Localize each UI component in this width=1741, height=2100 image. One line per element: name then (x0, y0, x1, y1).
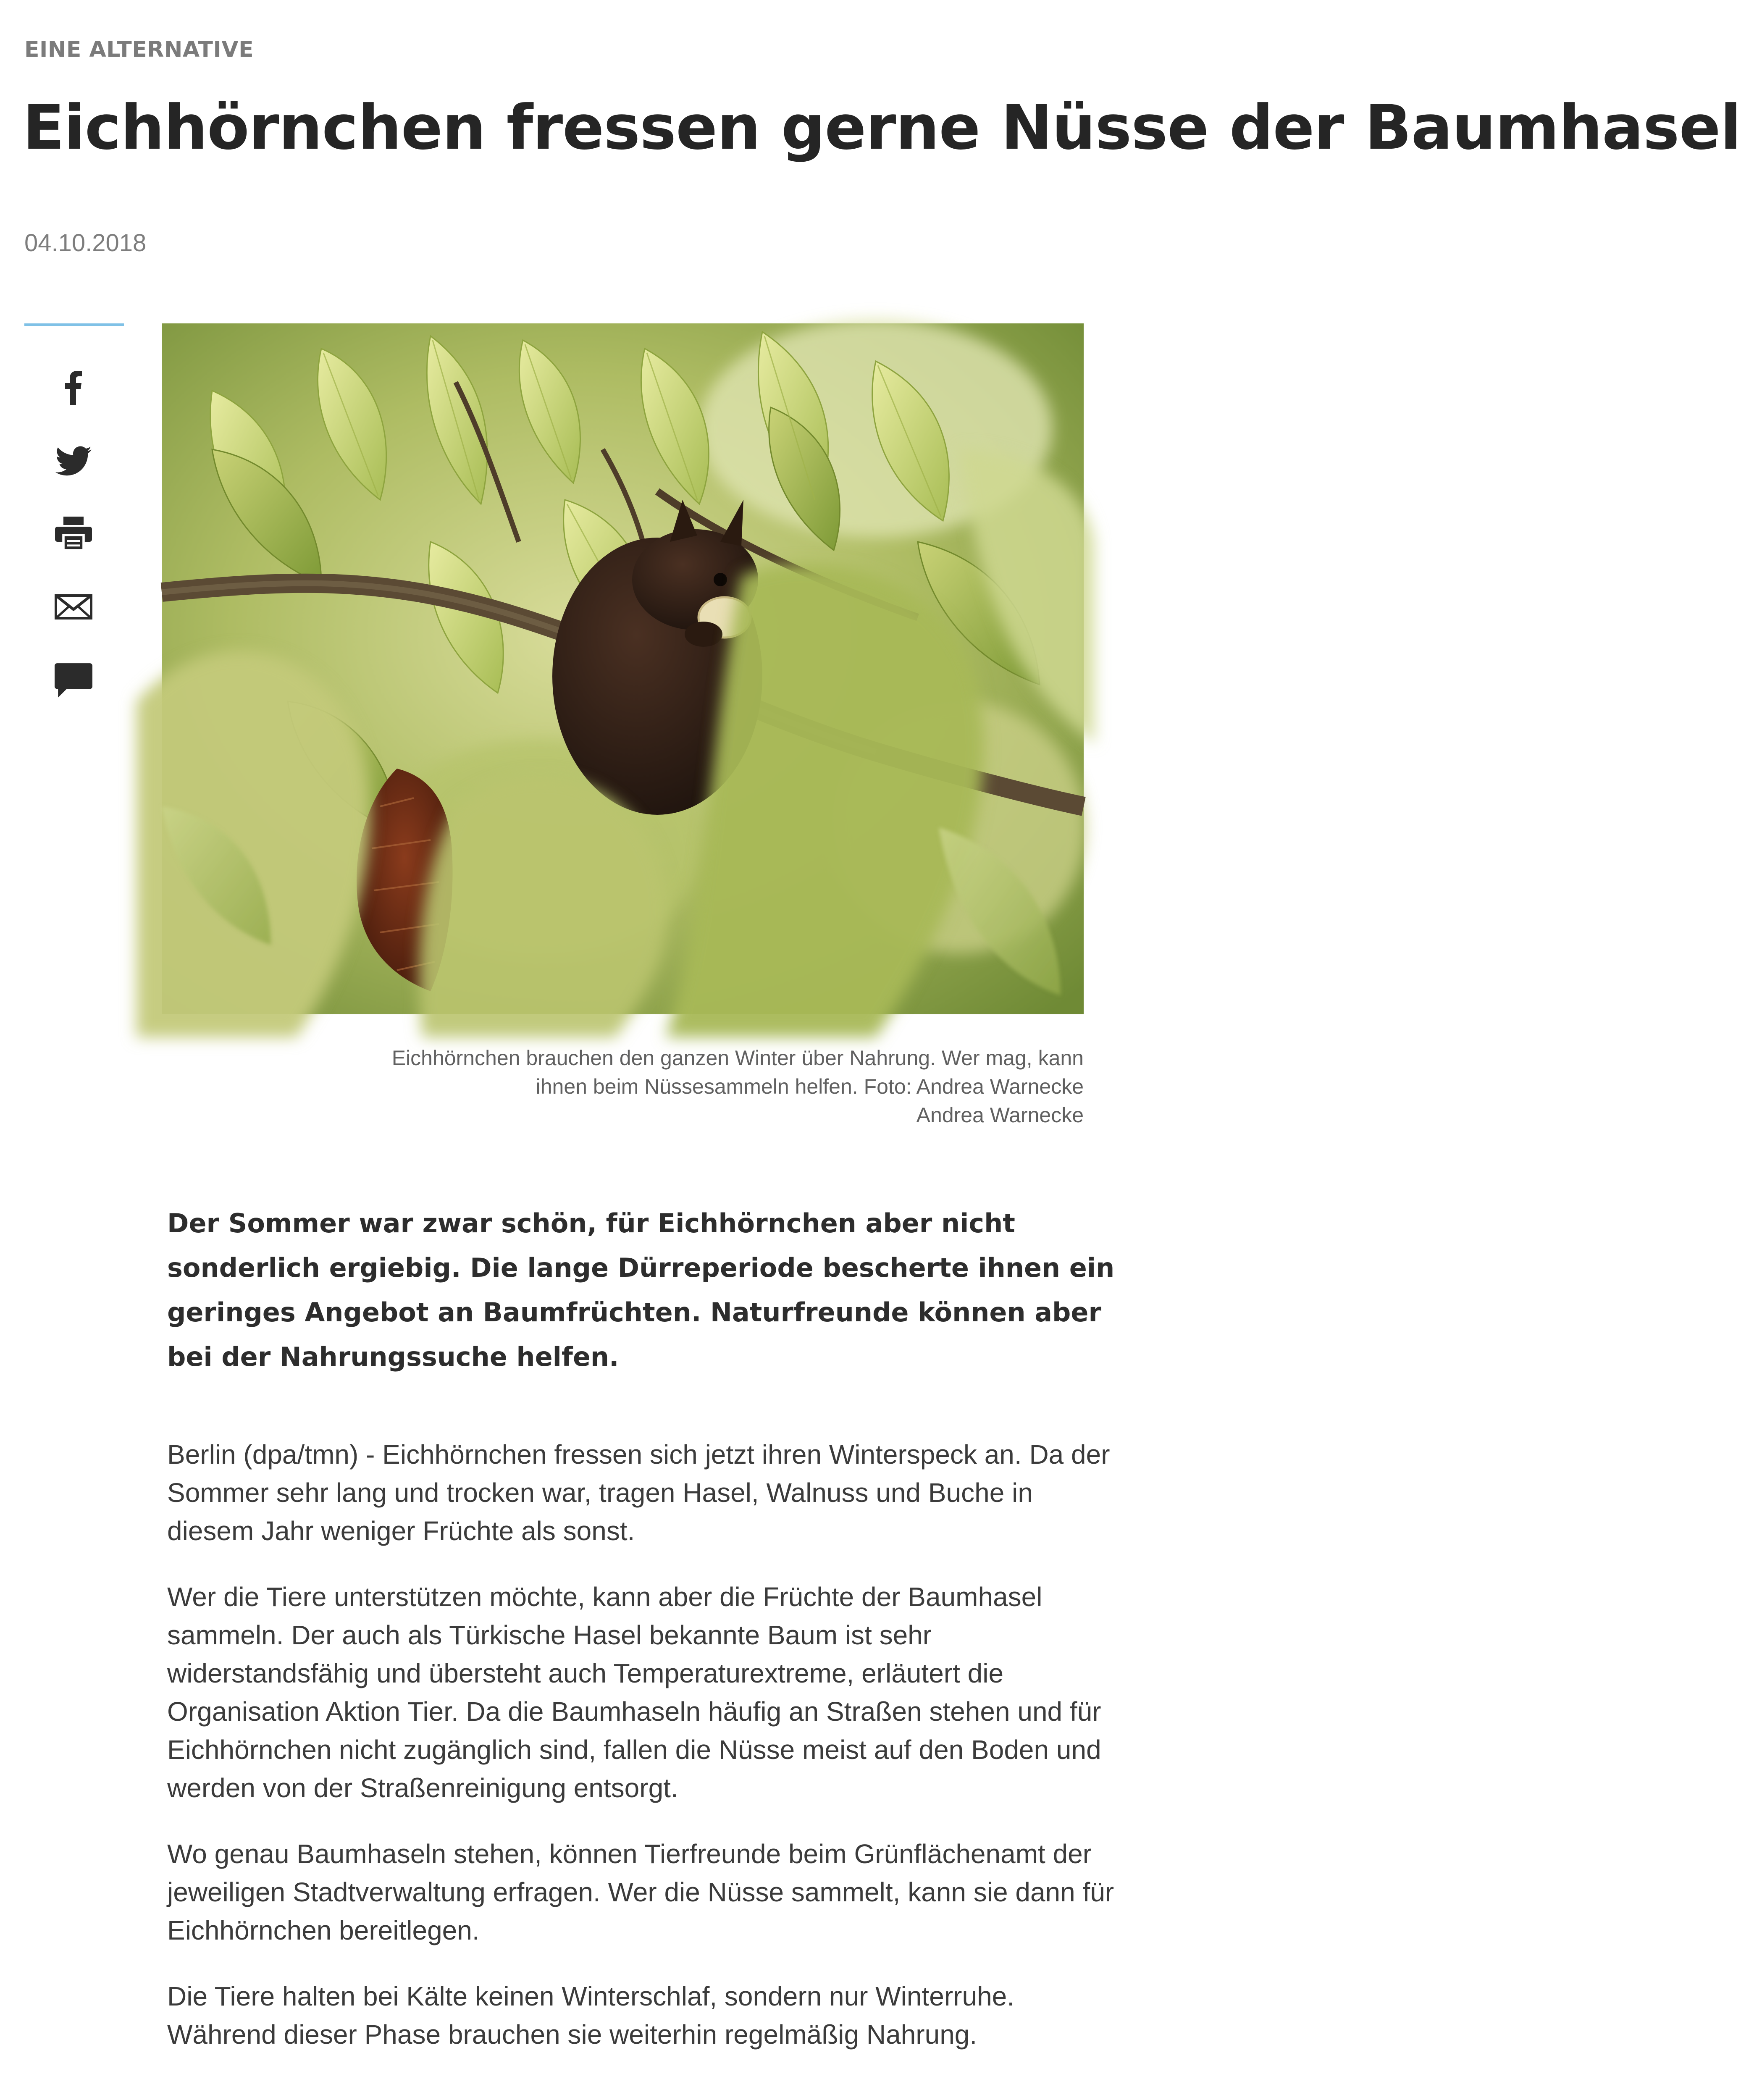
body-paragraph: Die Tiere halten bei Kälte keinen Winterschlaf, sondern nur Winterruhe. Während dieser Phase brauchen sie weiterhin regelmäßig Nahrung. (167, 1981, 1015, 2050)
body-paragraph: Wo genau Baumhaseln stehen, können Tierfreunde beim Grünflächenamt der jeweiligen Stadtverwaltung erfragen. Wer die Nüsse sammelt, kann sie dann für Eichhörnchen bereitlegen. (167, 1839, 1114, 1945)
share-facebook-button[interactable] (46, 362, 101, 412)
facebook-icon (65, 370, 82, 405)
comment-icon (55, 663, 92, 698)
squirrel-in-tree-image (162, 323, 1084, 1014)
mail-icon (55, 594, 92, 620)
article-headline: Eichhörnchen fressen gerne Nüsse der Baumhasel (23, 92, 1741, 163)
caption-text: Eichhörnchen brauchen den ganzen Winter über Nahrung. Wer mag, kann ihnen beim Nüssesammeln helfen. Foto: Andrea Warnecke (391, 1046, 1084, 1098)
photo-caption (378, 1044, 1084, 1129)
share-twitter-button[interactable] (46, 436, 101, 486)
article-kicker: EINE ALTERNATIVE (24, 37, 254, 62)
article-lead: Der Sommer war zwar schön, für Eichhörnchen aber nicht sonderlich ergiebig. Die lange Dürreperiode bescherte ihnen ein geringes Angebot an Baumfrüchten. Naturfreunde können aber bei der Nahrungssuche helfen. (167, 1208, 1115, 1372)
share-print-button[interactable] (46, 508, 101, 559)
article-body (167, 1436, 1125, 2082)
caption-credit: Andrea Warnecke (916, 1103, 1084, 1127)
body-paragraph: Wer die Tiere unterstützen möchte, kann aber die Früchte der Baumhasel sammeln. Der auch als Türkische Hasel bekannte Baum ist sehr widerstandsfähig und übersteht auch Temperaturextreme, erläutert die Organisation Aktion Tier. Da die Baumhaseln häufig an Straßen stehen und für Eichhörnchen nicht zugänglich sind, fallen die Nüsse meist auf den Boden und werden von der Straßenreinigung entsorgt. (167, 1582, 1101, 1803)
share-comment-button[interactable] (46, 655, 101, 706)
article-date: 04.10.2018 (24, 229, 147, 257)
share-mail-button[interactable] (46, 582, 101, 632)
body-paragraph: Berlin (dpa/tmn) - Eichhörnchen fressen sich jetzt ihren Winterspeck an. Da der Sommer sehr lang und trocken war, tragen Hasel, Walnuss und Buche in diesem Jahr weniger Früchte als sonst. (167, 1439, 1110, 1546)
article-photo (162, 323, 1084, 1014)
share-divider (24, 323, 124, 326)
twitter-icon (55, 446, 92, 476)
print-icon (55, 516, 92, 551)
